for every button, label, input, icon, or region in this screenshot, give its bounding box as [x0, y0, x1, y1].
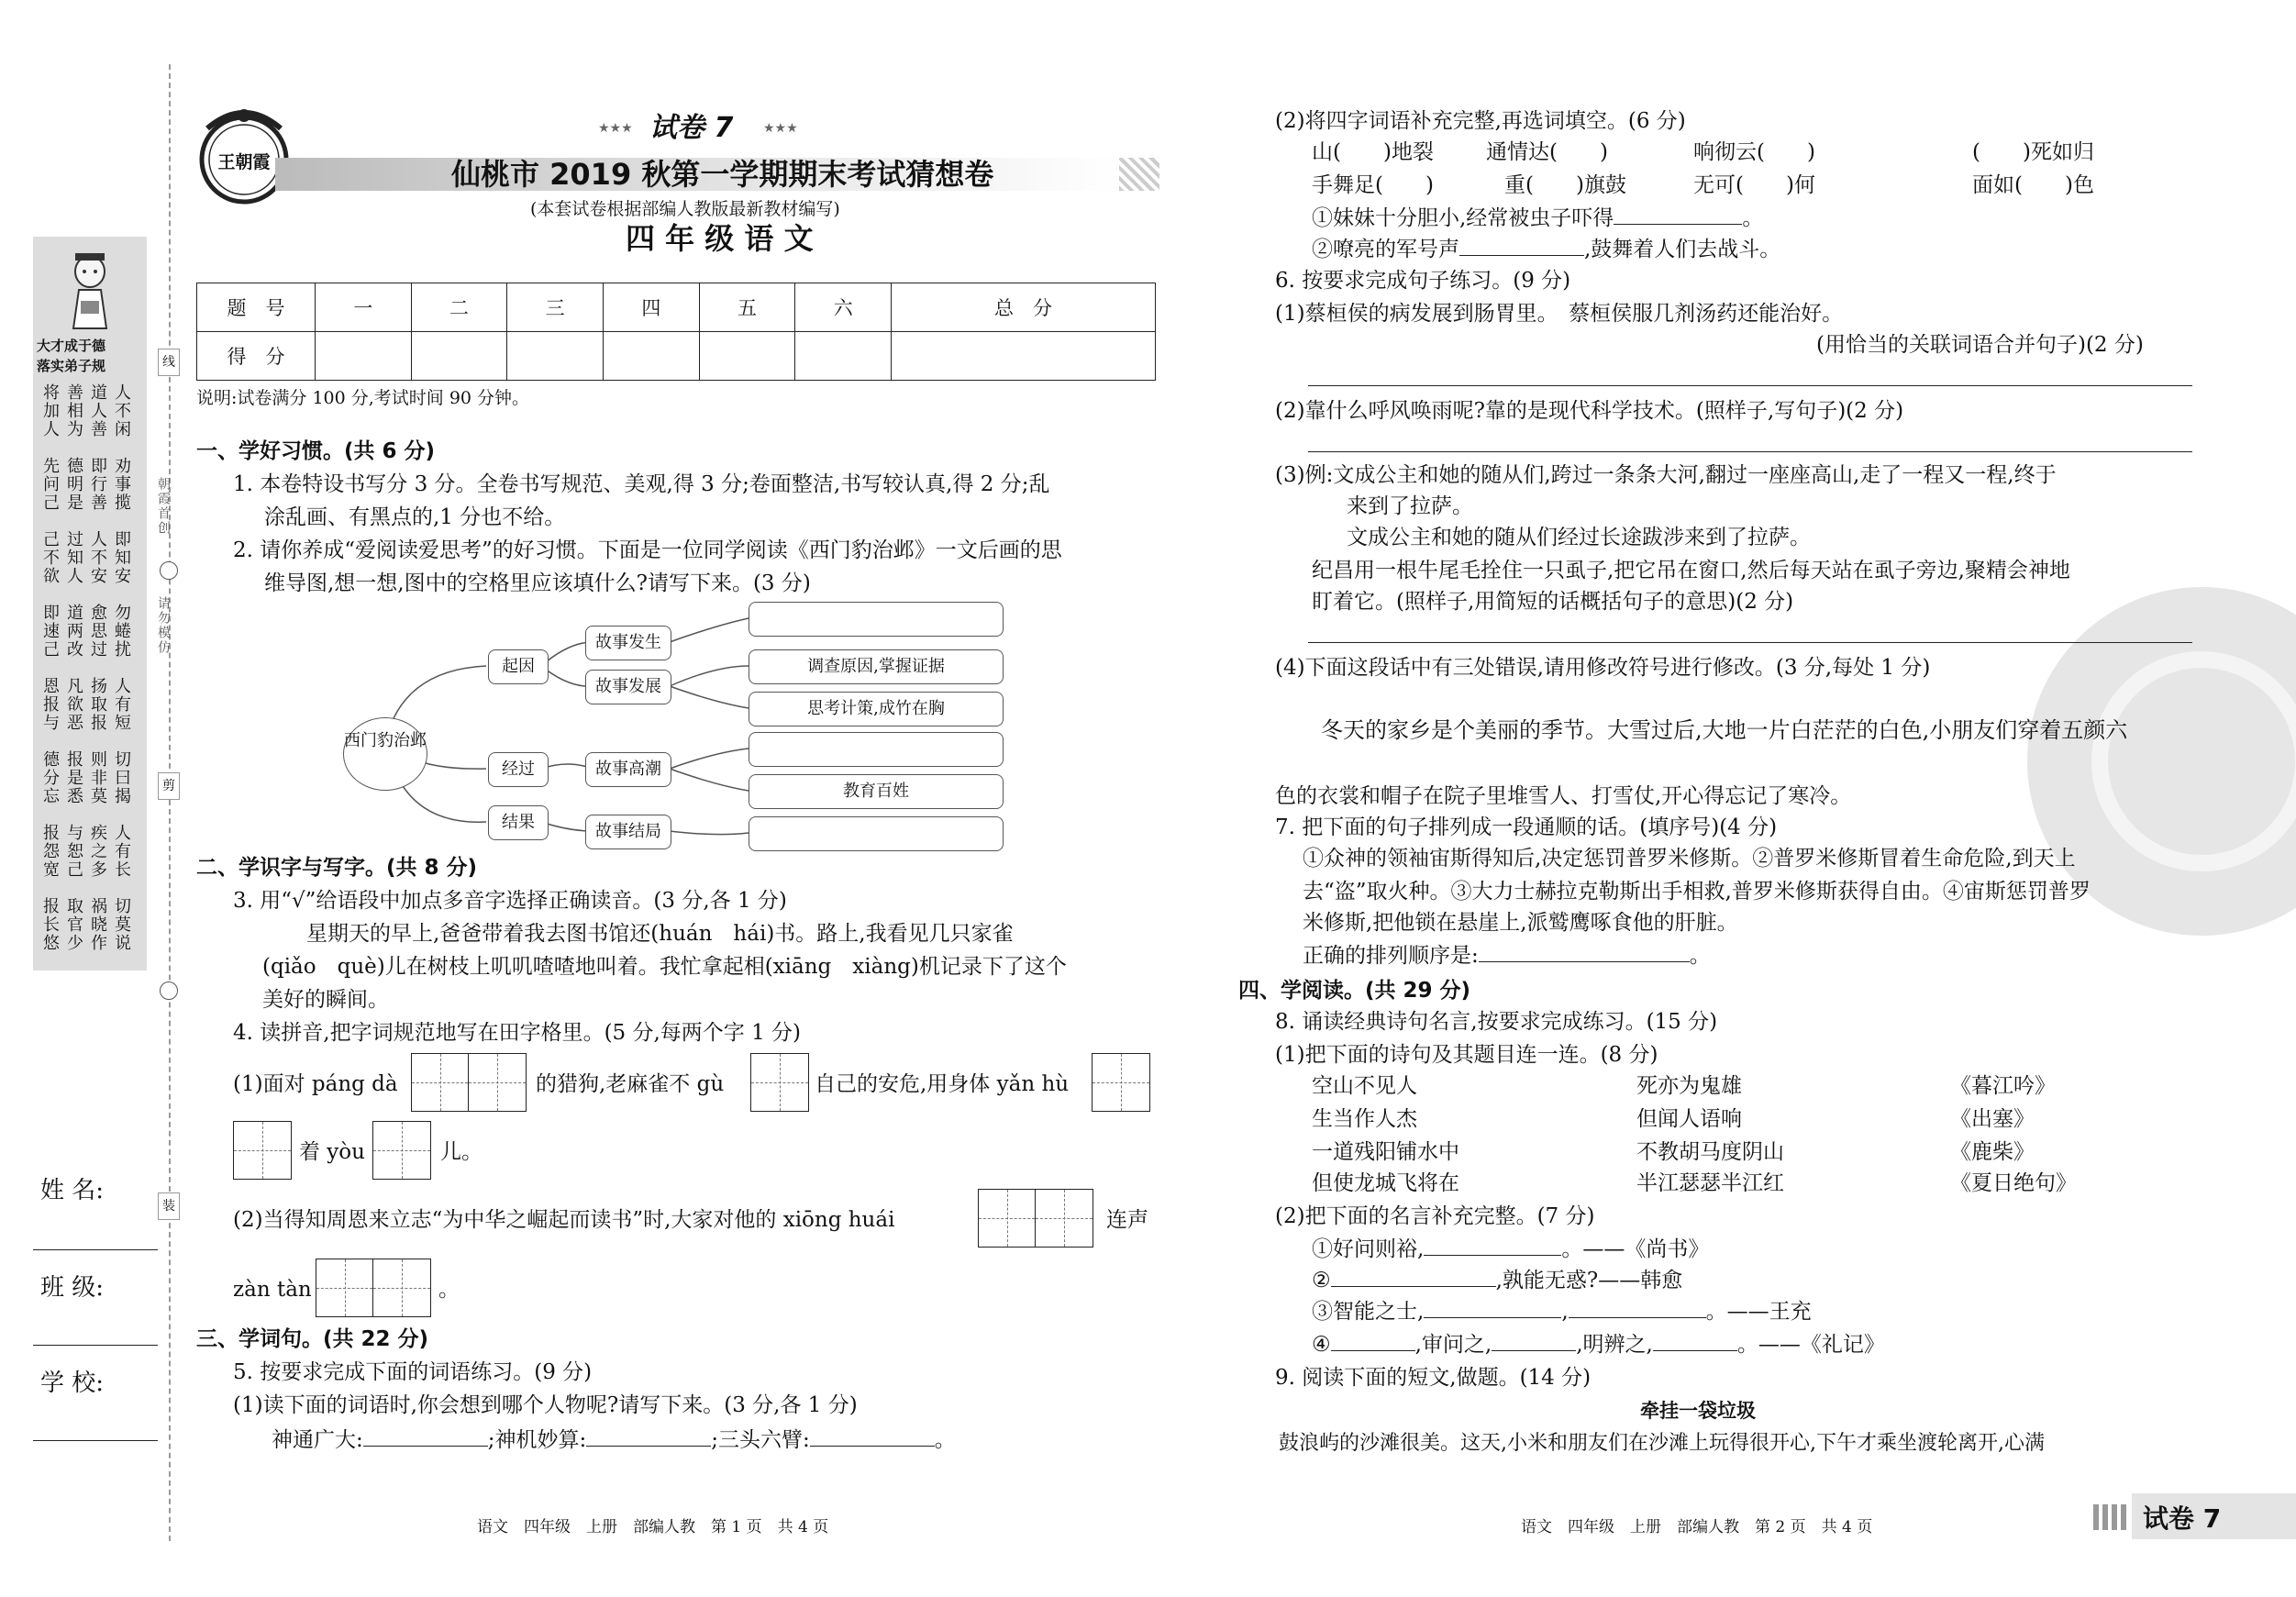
school-label: 学 校: [40, 1370, 105, 1397]
sidebar-poem-column: 祸晓作 [88, 897, 107, 952]
sidebar-panel [33, 237, 147, 970]
badge-dots-icon [2093, 1504, 2130, 1530]
q6-1-text: (1)蔡桓侯的病发展到肠胃里。 蔡桓侯服几剂汤药还能治好。 [1275, 302, 1844, 326]
scholar-illustration-icon [61, 250, 119, 332]
q6-3-text: 文成公主和她的随从们经过长途跋涉来到了拉萨。 [1347, 526, 1811, 549]
tianzige-box[interactable] [372, 1121, 431, 1180]
score-input[interactable] [892, 332, 1156, 381]
sidebar-poem-column: 取官少 [64, 897, 83, 952]
class-line[interactable] [33, 1345, 158, 1346]
cut-mark-3: 装 [158, 1192, 180, 1220]
cut-circle-icon [160, 561, 178, 580]
q6-1-req: (用恰当的关联词语合并句子)(2 分) [1816, 333, 2144, 357]
ribbon-dots-icon [1119, 158, 1159, 191]
sidebar-poem-column: 愈思过 [88, 604, 107, 659]
sidebar-poem-column: 劝事揽 [112, 457, 131, 512]
sidebar-poem-column: 与恕己 [64, 824, 83, 879]
q7-passage: 米修斯,把他锁在悬崖上,派鹫鹰啄食他的肝脏。 [1303, 911, 1738, 935]
sidebar-poem-column: 报怨宽 [40, 824, 60, 879]
page-badge-text: 试卷 7 [2143, 1503, 2222, 1534]
idiom-item: 无可( )何 [1693, 173, 1815, 197]
match-item[interactable]: 空山不见人 [1312, 1074, 1417, 1098]
q5-1-blanks [272, 1425, 956, 1455]
mind-map-branch: 结果 [488, 805, 549, 840]
table-cell: 六 [795, 283, 892, 332]
sidebar-poem-column: 己不欲 [40, 530, 60, 585]
q4-2-text: 。 [438, 1278, 460, 1302]
sidebar-poem-column: 切莫说 [112, 897, 131, 952]
blank-label: ;三头六臂: [711, 1428, 810, 1452]
q6-3-text: 盯着它。(照样子,用简短的话概括句子的意思)(2 分) [1312, 590, 1794, 614]
answer-blank[interactable] [586, 1425, 711, 1447]
logo-text: 王朝霞 [217, 152, 271, 172]
sidebar-poem-column: 切曰揭 [112, 750, 131, 805]
sidebar-motto-2: 落实弟子规 [37, 358, 106, 374]
mind-map-node: 故事结局 [585, 815, 671, 849]
answer-blank[interactable] [1424, 1235, 1561, 1256]
idiom-item: 重( )旗鼓 [1504, 173, 1626, 197]
quote-line [1312, 1297, 1812, 1326]
mind-map-branch: 经过 [488, 752, 549, 787]
score-input[interactable] [699, 332, 795, 381]
mind-map-node: 故事发生 [585, 626, 671, 660]
score-table-score-row [197, 332, 1156, 381]
page-title: 仙桃市 2019 秋第一学期期末考试猜想卷 [451, 157, 994, 192]
article-title: 牵挂一袋垃圾 [1640, 1400, 1756, 1422]
table-cell: 总 分 [892, 283, 1156, 332]
score-input[interactable] [411, 332, 507, 381]
sidebar-poem-column: 扬取报 [88, 677, 107, 732]
match-item[interactable]: 但闻人语响 [1636, 1107, 1742, 1131]
grade-subject: 四 年 级 语 文 [626, 221, 814, 256]
q6-text: 6. 按要求完成句子练习。(9 分) [1275, 269, 1571, 293]
tianzige-box[interactable] [1092, 1053, 1150, 1112]
q5-1-text: (1)读下面的词语时,你会想到哪个人物呢?请写下来。(3 分,各 1 分) [233, 1393, 858, 1417]
q4-1-text: 的猎狗,老麻雀不 gù [536, 1072, 725, 1096]
match-item[interactable]: 《鹿柴》 [1950, 1140, 2035, 1164]
q2-text: 2. 请你养成“爱阅读爱思考”的好习惯。下面是一位同学阅读《西门豹治邺》一文后画的思 [233, 538, 1062, 562]
sidebar-poem-column: 善相为 [64, 383, 83, 438]
match-item[interactable]: 一道残阳铺水中 [1312, 1140, 1459, 1164]
sidebar-poem-column: 道人善 [88, 383, 107, 438]
mind-map-leaf: 思考计策,成竹在胸 [749, 692, 1004, 726]
q7-passage: ①众神的领袖宙斯得知后,决定惩罚普罗米修斯。②普罗米修斯冒着生命危险,到天上 [1303, 847, 2076, 871]
q7-text: 7. 把下面的句子排列成一段通顺的话。(填序号)(4 分) [1275, 815, 1778, 839]
fill-text: ② [1312, 1269, 1331, 1292]
answer-blank[interactable] [1479, 941, 1690, 962]
section-4-heading: 四、学阅读。(共 29 分) [1238, 979, 1471, 1003]
q3-text: 3. 用“√”给语段中加点多音字选择正确读音。(3 分,各 1 分) [233, 889, 787, 913]
q6-3-text: 来到了拉萨。 [1347, 494, 1473, 518]
score-table-header-row [197, 283, 1156, 332]
mind-map-branch: 起因 [488, 649, 549, 684]
page-subtitle: (本套试卷根据部编人教版最新教材编写) [530, 199, 840, 219]
q3-passage: 星期天的早上,爸爸带着我去图书馆还(huán hái)书。路上,我看见几只家雀 [306, 922, 1014, 946]
match-item[interactable]: 但使龙城飞将在 [1312, 1171, 1459, 1195]
q4-text: 4. 读拼音,把字词规范地写在田字格里。(5 分,每两个字 1 分) [233, 1021, 802, 1045]
mind-map-node: 故事高潮 [585, 752, 671, 787]
sidebar-poem-column: 勿蜷扰 [112, 604, 131, 659]
q1-text: 涂乱画、有黑点的,1 分也不给。 [264, 505, 566, 529]
sidebar-poem-column: 疾之多 [88, 824, 107, 879]
sidebar-poem-column: 报长悠 [40, 897, 60, 952]
paper-stars-right: ★★★ [763, 121, 798, 136]
cut-mark-2: 剪 [158, 772, 180, 800]
q4-1-text: 着 yòu [299, 1140, 365, 1164]
sidebar-poem-column: 恩报与 [40, 677, 60, 732]
sidebar-motto-1: 大才成于德 [37, 338, 106, 354]
class-label: 班 级: [40, 1274, 105, 1302]
mind-map-leaf: 教育百姓 [749, 774, 1004, 809]
match-item[interactable]: 不教胡马度阴山 [1636, 1140, 1784, 1164]
cut-mark-1: 线 [158, 349, 180, 376]
blank-label: ;神机妙算: [487, 1428, 587, 1452]
sidebar-poem-column: 报是悉 [64, 750, 83, 805]
sidebar-poem-column: 即速己 [40, 604, 60, 659]
answer-blank[interactable] [1459, 235, 1584, 256]
q4-2-text: zàn tàn [233, 1278, 312, 1302]
answer-blank[interactable] [1653, 1330, 1737, 1351]
fill-text: ①妹妹十分胆小,经常被虫子吓得 [1312, 206, 1614, 230]
score-input[interactable] [795, 332, 892, 381]
name-line[interactable] [33, 1249, 158, 1250]
fill-sentence [1312, 204, 1763, 233]
sidebar-poem-column: 人不安 [88, 530, 107, 585]
page-badge [2132, 1493, 2296, 1539]
q8-text: 8. 诵读经典诗句名言,按要求完成练习。(15 分) [1275, 1010, 1718, 1034]
answer-blank[interactable] [1614, 204, 1742, 225]
fill-sentence [1312, 235, 1780, 264]
section-1-heading: 一、学好习惯。(共 6 分) [196, 439, 436, 463]
fill-text: , [1561, 1300, 1569, 1324]
match-item[interactable]: 《暮江吟》 [1950, 1074, 2056, 1098]
paper-number: 试卷 7 [649, 112, 734, 144]
answer-blank[interactable] [1331, 1330, 1415, 1351]
q6-3-text: (3)例:文成公主和她的随从们,跨过一条条大河,翻过一座座高山,走了一程又一程,终于 [1275, 463, 2057, 487]
fill-text: ,鼓舞着人们去战斗。 [1584, 238, 1781, 261]
footer-right: 语文 四年级 上册 部编人教 第 2 页 共 4 页 [1521, 1518, 1873, 1536]
sidebar-poem-column: 道两改 [64, 604, 83, 659]
fill-text: 。——王充 [1705, 1300, 1812, 1324]
table-cell: 三 [507, 283, 604, 332]
answer-blank[interactable] [1331, 1266, 1496, 1287]
table-cell: 二 [411, 283, 507, 332]
tianzige-box[interactable] [411, 1053, 527, 1112]
q8-1-text: (1)把下面的诗句及其题目连一连。(8 分) [1275, 1043, 1658, 1067]
fill-text: ②嘹亮的军号声 [1312, 238, 1459, 261]
score-input[interactable] [507, 332, 604, 381]
match-item[interactable]: 《出塞》 [1950, 1107, 2035, 1131]
answer-blank[interactable] [363, 1425, 488, 1447]
fill-text: ③智能之士, [1312, 1300, 1425, 1324]
tianzige-box[interactable] [233, 1121, 292, 1180]
fill-text: 正确的排列顺序是: [1303, 944, 1479, 968]
mind-map-leaf: 调查原因,掌握证据 [749, 649, 1004, 684]
answer-line[interactable] [1308, 642, 2192, 643]
logo [189, 101, 299, 211]
fill-text: 。——《尚书》 [1561, 1237, 1710, 1261]
q6-4-passage: 冬天的家乡是个美丽的季节。大雪过后,大地一片白茫茫的白色,小朋友们穿着五颜六 [1321, 717, 2128, 743]
fill-text: ④ [1312, 1333, 1331, 1357]
fill-text: ,审问之, [1414, 1333, 1492, 1357]
answer-line[interactable] [1308, 385, 2192, 386]
cut-circle-icon [160, 981, 178, 1000]
blank-label: 。 [934, 1428, 956, 1452]
sidebar-poem-column: 德分忘 [40, 750, 60, 805]
q6-2-text: (2)靠什么呼风唤雨呢?靠的是现代科学技术。(照样子,写句子)(2 分) [1275, 399, 1904, 423]
section-2-heading: 二、学识字与写字。(共 8 分) [196, 856, 478, 880]
footer-left: 语文 四年级 上册 部编人教 第 1 页 共 4 页 [477, 1518, 829, 1536]
mind-map-blank-leaf[interactable] [749, 816, 1004, 851]
sidebar-poem-column: 即知安 [112, 530, 131, 585]
school-line[interactable] [33, 1440, 158, 1441]
answer-blank[interactable] [1492, 1330, 1576, 1351]
cut-line [169, 64, 171, 1541]
table-cell: 得 分 [197, 332, 316, 381]
q7-passage: 去“盗”取火种。③大力士赫拉克勒斯出手相救,普罗米修斯获得自由。④宙斯惩罚普罗 [1303, 880, 2091, 904]
mind-map-center: 西门豹治邺 [343, 717, 427, 791]
sidebar-poem-column: 即行善 [88, 457, 107, 512]
q5-2-text: (2)将四字词语补充完整,再选词填空。(6 分) [1275, 109, 1686, 133]
q6-4-text: (4)下面这段话中有三处错误,请用修改符号进行修改。(3 分,每处 1 分) [1275, 656, 1931, 680]
table-cell: 五 [699, 283, 795, 332]
sidebar-poem-column: 将加人 [40, 383, 60, 438]
q4-2-text: 连声 [1106, 1208, 1148, 1232]
match-item[interactable]: 生当作人杰 [1312, 1107, 1417, 1131]
sidebar-poem [40, 383, 147, 952]
fill-text: 。——《礼记》 [1736, 1333, 1885, 1357]
sidebar-poem-column: 凡欲恶 [64, 677, 83, 732]
mind-map-blank-leaf[interactable] [749, 602, 1004, 637]
idiom-item: ( )死如归 [1972, 140, 2094, 164]
quote-line [1312, 1235, 1709, 1264]
sidebar-poem-column: 过知人 [64, 530, 83, 585]
q7-answer [1303, 941, 1711, 970]
answer-blank[interactable] [1424, 1297, 1561, 1318]
q6-3-text: 纪昌用一根牛尾毛拴住一只虱子,把它吊在窗口,然后每天站在虱子旁边,聚精会神地 [1312, 559, 2070, 582]
sidebar-poem-column: 人不闲 [112, 383, 131, 438]
sidebar-poem-column: 则非莫 [88, 750, 107, 805]
idiom-item: 响彻云( ) [1693, 140, 1815, 164]
sidebar-poem-column: 人有长 [112, 824, 131, 879]
idiom-item: 面如( )色 [1972, 173, 2094, 197]
q8-2-text: (2)把下面的名言补充完整。(7 分) [1275, 1204, 1595, 1228]
idiom-item: 手舞足( ) [1312, 173, 1434, 197]
blank-label: 神通广大: [272, 1428, 363, 1452]
idiom-item: 通情达( ) [1486, 140, 1608, 164]
answer-blank[interactable] [1569, 1297, 1706, 1318]
q9-text: 9. 阅读下面的短文,做题。(14 分) [1275, 1366, 1592, 1390]
tianzige-box[interactable] [750, 1053, 809, 1112]
q1-text: 1. 本卷特设书写分 3 分。全卷书写规范、美观,得 3 分;卷面整洁,书写较认真,得 2 分;乱 [233, 472, 1050, 496]
quote-line [1312, 1330, 1885, 1359]
section-3-heading: 三、学词句。(共 22 分) [196, 1327, 429, 1351]
q3-passage: 美好的瞬间。 [262, 988, 389, 1012]
q4-1-text: 自己的安危,用身体 yǎn hù [815, 1072, 1070, 1096]
sidebar-poem-column: 先问己 [40, 457, 60, 512]
fill-text: ,孰能无惑?——韩愈 [1495, 1269, 1683, 1292]
quote-line [1312, 1266, 1682, 1295]
score-input[interactable] [316, 332, 412, 381]
tianzige-box[interactable] [978, 1189, 1093, 1248]
paper-stars-left: ★★★ [598, 121, 633, 136]
fill-text: ①好问则裕, [1312, 1237, 1425, 1261]
q5-text: 5. 按要求完成下面的词语练习。(9 分) [233, 1360, 593, 1384]
answer-blank[interactable] [810, 1425, 935, 1447]
q4-1-text: (1)面对 páng dà [233, 1072, 398, 1096]
idiom-item: 山( )地裂 [1312, 140, 1434, 164]
exam-note: 说明:试卷满分 100 分,考试时间 90 分钟。 [196, 388, 530, 408]
mind-map-blank-leaf[interactable] [749, 732, 1004, 767]
fill-text: ,明辨之, [1576, 1333, 1653, 1357]
cut-note-1: 朝霞首创 [156, 477, 171, 536]
score-input[interactable] [604, 332, 700, 381]
match-item[interactable]: 死亦为鬼雄 [1636, 1074, 1742, 1098]
match-item[interactable]: 《夏日绝句》 [1950, 1171, 2077, 1195]
fill-text: 。 [1742, 206, 1764, 230]
q2-text: 维导图,想一想,图中的空格里应该填什么?请写下来。(3 分) [264, 571, 811, 595]
name-label: 姓 名: [40, 1177, 105, 1204]
fill-text: 。 [1689, 944, 1711, 968]
sidebar-poem-column: 德明是 [64, 457, 83, 512]
table-cell: 一 [316, 283, 412, 332]
q4-1-text: 儿。 [440, 1140, 482, 1164]
table-cell: 题 号 [197, 283, 316, 332]
cut-note-2: 请勿模仿 [156, 596, 171, 655]
q4-2-text: (2)当得知周恩来立志“为中华之崛起而读书”时,大家对他的 xiōng huái [233, 1208, 895, 1232]
q6-4-passage: 色的衣裳和帽子在院子里堆雪人、打雪仗,开心得忘记了寒冷。 [1275, 784, 1852, 808]
sidebar-poem-column: 人有短 [112, 677, 131, 732]
answer-line[interactable] [1308, 451, 2192, 452]
q3-passage: (qiǎo què)儿在树枝上叽叽喳喳地叫着。我忙拿起相(xiāng xiàng)机记录下了这个 [262, 955, 1067, 979]
mind-map-node: 故事发展 [585, 670, 671, 704]
tianzige-box[interactable] [316, 1259, 431, 1317]
score-table [196, 283, 1156, 381]
article-text: 鼓浪屿的沙滩很美。这天,小米和朋友们在沙滩上玩得很开心,下午才乘坐渡轮离开,心满 [1279, 1432, 2045, 1455]
match-item[interactable]: 半江瑟瑟半江红 [1636, 1171, 1784, 1195]
table-cell: 四 [604, 283, 700, 332]
